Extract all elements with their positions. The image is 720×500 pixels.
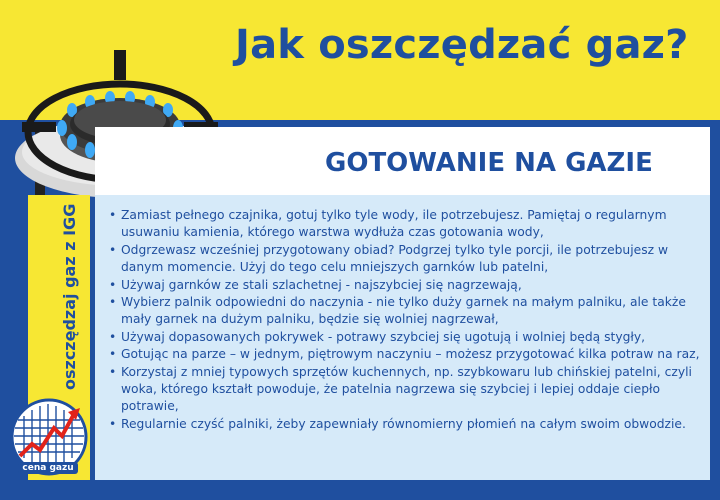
tip-item: • Odgrzewasz wcześniej przygotowany obiad? Podgrzej tylko tyle porcji, ile potrzebujesz w danym momencie. Użyj do tego celu mniejszych garnków lub patelni, xyxy=(108,242,703,277)
page-title: Jak oszczędzać gaz? xyxy=(235,22,689,68)
logo-label: cena gazu xyxy=(18,462,78,474)
tip-item: • Używaj garnków ze stali szlachetnej - najszybciej się nagrzewają, xyxy=(108,277,703,294)
tip-item: • Korzystaj z mniej typowych sprzętów kuchennych, np. szybkowaru lub chińskiej patelni, czyli woka, którego kształt powoduje, że patelnia nagrzewa się szybciej i lepiej oddaje ciepło potrawie, xyxy=(108,364,703,416)
section-title: GOTOWANIE NA GAZIE xyxy=(325,148,653,178)
tip-item: • Wybierz palnik odpowiedni do naczynia - nie tylko duży garnek na małym palniku, ale także mały garnek na dużym palniku, będzie się wolniej nagrzewał, xyxy=(108,294,703,329)
tip-item: • Używaj dopasowanych pokrywek - potrawy szybciej się ugotują i wolniej będą stygły, xyxy=(108,329,703,346)
side-label: oszczędzaj gaz z IGG xyxy=(60,203,79,390)
tip-item: • Gotując na parze – w jednym, piętrowym naczyniu – możesz przygotować kilka potraw na raz, xyxy=(108,346,703,363)
tip-item: • Regularnie czyść palniki, żeby zapewniały równomierny płomień na całym swoim obwodzie. xyxy=(108,416,703,433)
tips-list xyxy=(108,207,703,433)
tip-item: • Zamiast pełnego czajnika, gotuj tylko tyle wody, ile potrzebujesz. Pamiętaj o regularnym usuwaniu kamienia, którego warstwa wydłuża czas gotowania wody, xyxy=(108,207,703,242)
